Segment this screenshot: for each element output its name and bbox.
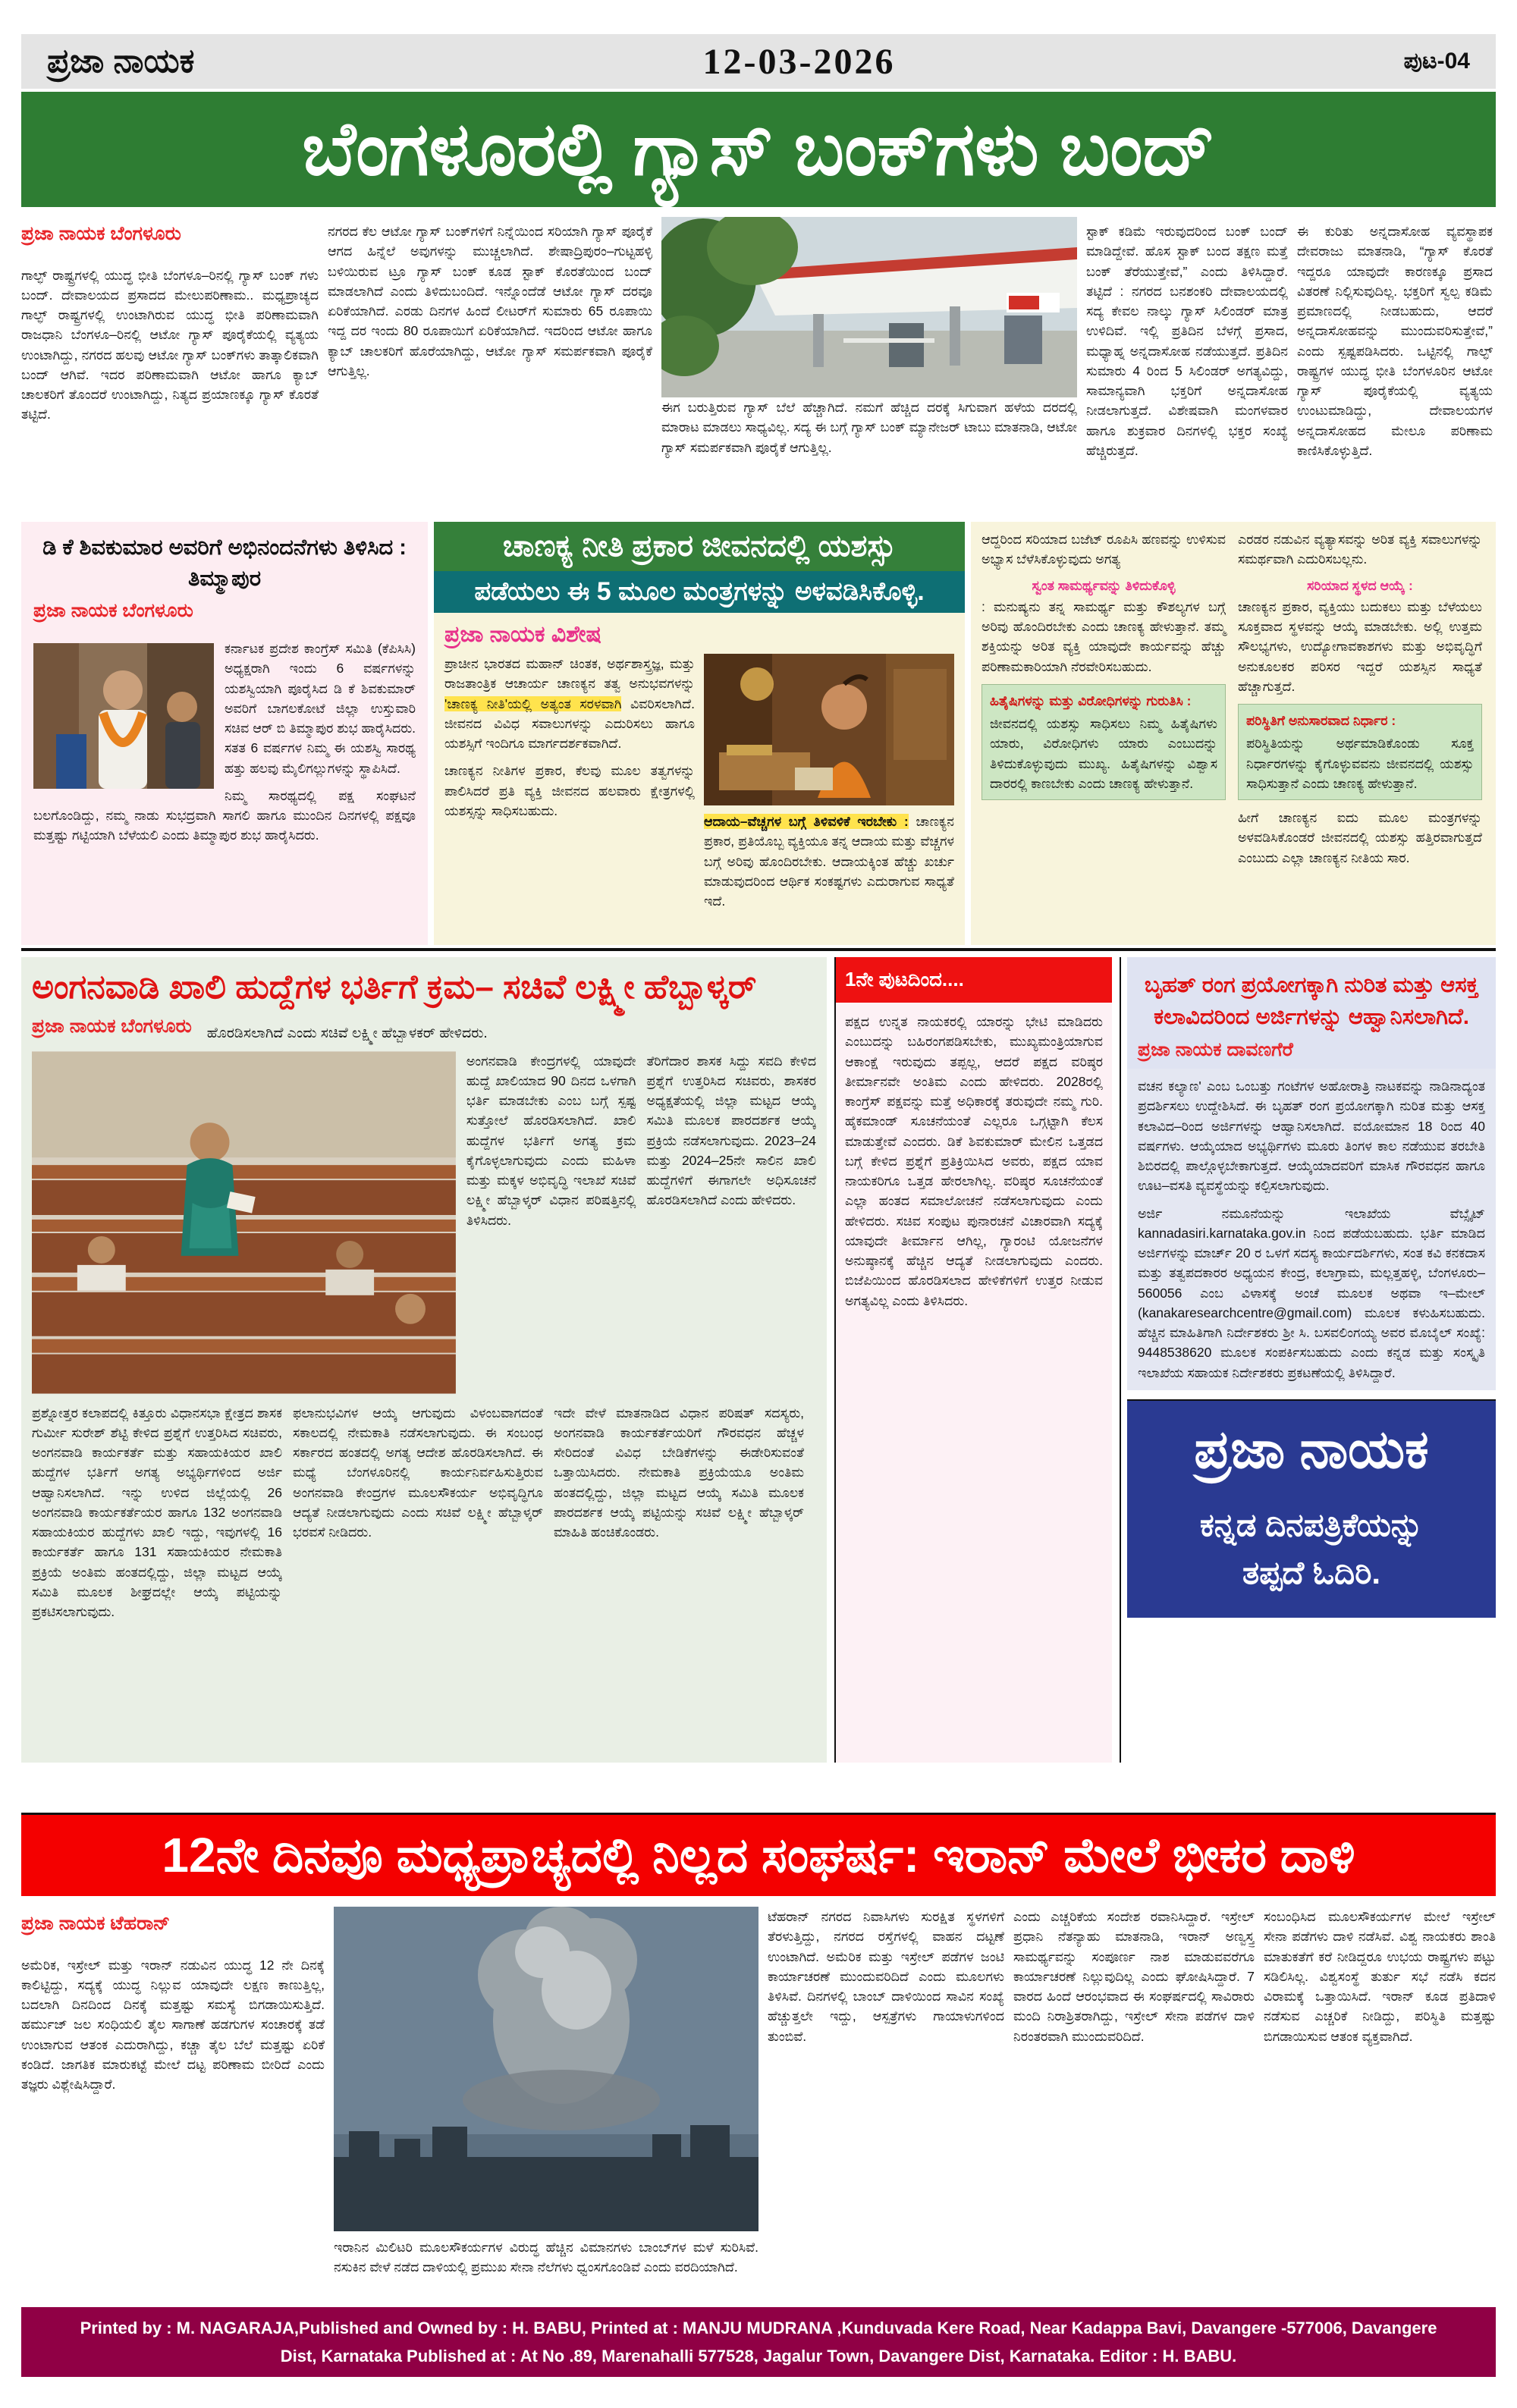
anganwadi-dateline: ಪ್ರಜಾ ನಾಯಕ ಬೆಂಗಳೂರು xyxy=(32,1016,192,1037)
anganwadi-column-a: ಅಂಗನವಾಡಿ ಕೇಂದ್ರಗಳಲ್ಲಿ ಯಾವುದೇ ಹುದ್ದೆ ಖಾಲಿಯಾದ 90 ದಿನದ ಒಳಗಾಗಿ ಭರ್ತಿ ಮಾಡಬೇಕು ಎಂಬ ಬಗ್ಗೆ ಸ್ಪಷ್ಟ ಸುತ್ತೋಲೆ ಹೊರಡಿಸಲಾಗಿದೆ. ಖಾಲಿ ಹುದ್ದೆಗಳ ಭರ್ತಿಗೆ ಅಗತ್ಯ ಕ್ರಮ ಕೈಗೊಳ್ಳಲಾಗುವುದು ಎಂದು ಮಹಿಳಾ ಮತ್ತು ಮಕ್ಕಳ ಅಭಿವೃದ್ಧಿ ಇಲಾಖೆ ಸಚಿವೆ ಲಕ್ಷ್ಮೀ ಹೆಬ್ಬಾಳ್ಕರ್ ವಿಧಾನ ಪರಿಷತ್ತಿನಲ್ಲಿ ತಿಳಿಸಿದರು. xyxy=(466,1053,636,1228)
explosion-photo xyxy=(334,1907,758,2231)
promo-paper-name: ಪ್ರಜಾ ನಾಯಕ xyxy=(1194,1419,1429,1479)
chanakya-subhead: ಸ್ವಂತ ಸಾಮರ್ಥ್ಯವನ್ನು ತಿಳಿದುಕೊಳ್ಳಿ xyxy=(1032,577,1176,593)
assembly-photo xyxy=(32,1051,456,1394)
chanakya-column-1 xyxy=(444,654,695,911)
chanakya-highlight-body: ಚಾಣಕ್ಯನ ಪ್ರಕಾರ, ಪ್ರತಿಯೊಬ್ಬ ವ್ಯಕ್ತಿಯೂ ತನ್ನ ಆದಾಯ ಮತ್ತು ವೆಚ್ಚಗಳ ಬಗ್ಗೆ ಅರಿವು ಹೊಂದಿರಬೇಕು. ಆದಾಯಕ್ಕಿಂತ ಹೆಚ್ಚು ಖರ್ಚು ಮಾಡುವುದರಿಂದ ಆರ್ಥಿಕ ಸಂಕಷ್ಟಗಳು ಎದುರಾಗುವ ಸಾಧ್ಯತೆ ಇದೆ. xyxy=(704,814,954,909)
continued-body: ಪಕ್ಷದ ಉನ್ನತ ನಾಯಕರಲ್ಲಿ ಯಾರನ್ನು ಭೇಟಿ ಮಾಡಿದರು ಎಂಬುದನ್ನು ಬಹಿರಂಗಪಡಿಸಬೇಕು, ಮುಖ್ಯಮಂತ್ರಿಯಾಗುವ ಆಕಾಂಕ್ಷೆ ಇರುವುದು ತಪ್ಪಲ್ಲ, ಆದರೆ ಪಕ್ಷದ ವರಿಷ್ಠರ ತೀರ್ಮಾನವೇ ಅಂತಿಮ ಎಂದು ಹೇಳಿದರು. 2028ರಲ್ಲಿ ಕಾಂಗ್ರೆಸ್ ಪಕ್ಷವನ್ನು ಮತ್ತೆ ಅಧಿಕಾರಕ್ಕೆ ತರುವುದೇ ನಮ್ಮ ಗುರಿ. ಹೈಕಮಾಂಡ್ ಸೂಚನೆಯಂತೆ ಎಲ್ಲರೂ ಒಗ್ಗಟ್ಟಾಗಿ ಕೆಲಸ ಮಾಡುತ್ತೇವೆ ಎಂದರು. ಡಿಕೆ ಶಿವಕುಮಾರ್ ಮೇಲಿನ ಒತ್ತಡದ ಬಗ್ಗೆ ಕೇಳಿದ ಪ್ರಶ್ನೆಗೆ ಪ್ರತಿಕ್ರಿಯಿಸಿದ ಅವರು, ಪಕ್ಷದ ಯಾವ ನಾಯಕರಿಗೂ ಒತ್ತಡ ಹೇರಲಾಗಿಲ್ಲ. ವರಿಷ್ಠರ ಸೂಚನೆಯಂತೆ ಎಲ್ಲಾ ಹಂತದ ಸಮಾಲೋಚನೆ ನಡೆಸಲಾಗುವುದು ಎಂದು ಹೇಳಿದರು. ಸಚಿವ ಸಂಪುಟ ಪುನಾರಚನೆ ವಿಚಾರವಾಗಿ ಸದ್ಯಕ್ಕೆ ಯಾವುದೇ ತೀರ್ಮಾನ ಆಗಿಲ್ಲ, ಗ್ಯಾರಂಟಿ ಯೋಜನೆಗಳ ಅನುಷ್ಠಾನಕ್ಕೆ ಹೆಚ್ಚಿನ ಆದ್ಯತೆ ನೀಡಲಾಗುವುದು ಎಂದರು. ಬಿಜೆಪಿಯಿಂದ ಹೊರಡಿಸಲಾದ ಹೇಳಿಕೆಗಳಿಗೆ ಉತ್ತರ ನೀಡುವ ಅಗತ್ಯವಿಲ್ಲ ಎಂದು ತಿಳಿಸಿದರು. xyxy=(845,1014,1103,1308)
lead-headline-banner xyxy=(21,92,1496,207)
anganwadi-column-b: ತೆರಿಗೆದಾರ ಶಾಸಕ ಸಿದ್ದು ಸವದಿ ಕೇಳಿದ ಪ್ರಶ್ನೆಗೆ ಉತ್ತರಿಸಿದ ಸಚಿವರು, ಶಾಸಕರ ಅಧ್ಯಕ್ಷತೆಯಲ್ಲಿ ಜಿಲ್ಲಾ ಮಟ್ಟದ ಆಯ್ಕೆ ಸಮಿತಿ ಮೂಲಕ ಪಾರದರ್ಶಕ ಆಯ್ಕೆ ಪ್ರಕ್ರಿಯೆ ನಡೆಸಲಾಗುವುದು. 2023–24 ಮತ್ತು 2024–25ನೇ ಸಾಲಿನ ಖಾಲಿ ಹುದ್ದೆಗಳಿಗೆ ಈಗಾಗಲೇ ಅಧಿಸೂಚನೆ ಹೊರಡಿಸಲಾಗಿದೆ ಎಂದು ಹೇಳಿದರು. xyxy=(646,1053,817,1208)
chanakya-paragraph: ಚಾಣಕ್ಯನ ಪ್ರಕಾರ, ವ್ಯಕ್ತಿಯು ಬದುಕಲು ಮತ್ತು ಬೆಳೆಯಲು ಸೂಕ್ತವಾದ ಸ್ಥಳವನ್ನು ಆಯ್ಕೆ ಮಾಡಬೇಕು. ಅಲ್ಲಿ ಉತ್ತಮ ಸೌಲಭ್ಯಗಳು, ಉದ್ಯೋಗಾವಕಾಶಗಳು ಮತ್ತು ಅಭಿವೃದ್ಧಿಗೆ ಅನುಕೂಲಕರ ಪರಿಸರ ಇದ್ದರೆ ಯಶಸ್ಸಿನ ಸಾಧ್ಯತೆ ಹೆಚ್ಚಾಗುತ್ತದೆ. xyxy=(1238,598,1482,694)
chanakya-cont-column-2 xyxy=(1238,529,1482,937)
davangere-body xyxy=(1127,1069,1496,1390)
chanakya-illustration xyxy=(704,654,954,805)
davangere-headline: ಬೃಹತ್ ರಂಗ ಪ್ರಯೋಗಕ್ಕಾಗಿ ನುರಿತ ಮತ್ತು ಆಸಕ್ತ ಕಲಾವಿದರಿಂದ ಅರ್ಜಿಗಳನ್ನು ಆಹ್ವಾನಿಸಲಾಗಿದೆ. xyxy=(1127,957,1496,1038)
lead-paragraph: ಈ ಕುರಿತು ಅನ್ನದಾಸೋಹ ವ್ಯವಸ್ಥಾಪಕ ದೇವರಾಜು ಮಾತನಾಡಿ, “ಗ್ಯಾಸ್ ಕೊರತೆ ಇದ್ದರೂ ಯಾವುದೇ ಕಾರಣಕ್ಕೂ ಪ್ರಸಾದ ವಿತರಣೆ ನಿಲ್ಲಿಸುವುದಿಲ್ಲ. ಭಕ್ತರಿಗೆ ಸ್ವಲ್ಪ ಕಡಿಮೆ ಪ್ರಮಾಣದಲ್ಲಿ ನೀಡಬಹುದು, ಆದರೆ ಅನ್ನದಾಸೋಹವನ್ನು ಮುಂದುವರಿಸುತ್ತೇವೆ,” ಎಂದು ಸ್ಪಷ್ಟಪಡಿಸಿದರು. ಒಟ್ಟಿನಲ್ಲಿ ಗಾಲ್ಫ್ ರಾಷ್ಟ್ರಗಳ ಯುದ್ಧ ಭೀತಿ ಬೆಂಗಳೂರಿನ ಆಟೋ ಗ್ಯಾಸ್ ಪೂರೈಕೆಯಲ್ಲಿ ವ್ಯತ್ಯಯ ಉಂಟುಮಾಡಿದ್ದು, ದೇವಾಲಯಗಳ ಅನ್ನದಾಸೋಹದ ಮೇಲೂ ಪರಿಣಾಮ ಕಾಣಿಸಿಕೊಳ್ಳುತ್ತಿದೆ. xyxy=(1297,224,1493,458)
page-number: ಪುಟ-04 xyxy=(1403,49,1470,74)
tip-box-body: ಜೀವನದಲ್ಲಿ ಯಶಸ್ಸು ಸಾಧಿಸಲು ನಿಮ್ಮ ಹಿತೈಷಿಗಳು ಯಾರು, ವಿರೋಧಿಗಳು ಯಾರು ಎಂಬುದನ್ನು ತಿಳಿದುಕೊಳ್ಳುವುದು ಮುಖ್ಯ. ಹಿತೈಷಿಗಳನ್ನು ವಿಶ್ವಾಸ ದಾರರಲ್ಲಿ ಕಾಣಬೇಕು ಎಂದು ಚಾಣಕ್ಯ ಹೇಳುತ್ತಾನೆ. xyxy=(990,716,1217,791)
iran-column-3: ಟೆಹರಾನ್ ನಗರದ ನಿವಾಸಿಗಳು ಸುರಕ್ಷಿತ ಸ್ಥಳಗಳಿಗೆ ತೆರಳುತ್ತಿದ್ದು, ನಗರದ ರಸ್ತೆಗಳಲ್ಲಿ ವಾಹನ ದಟ್ಟಣೆ ಉಂಟಾಗಿದೆ. ಅಮೆರಿಕ ಮತ್ತು ಇಸ್ರೇಲ್ ಪಡೆಗಳ ಜಂಟಿ ಕಾರ್ಯಾಚರಣೆ ಮುಂದುವರಿದಿದೆ ಎಂದು ಮೂಲಗಳು ತಿಳಿಸಿವೆ. ದಿನಗಳಲ್ಲಿ ಬಾಂಬ್ ದಾಳಿಯಿಂದ ಸಾವಿನ ಸಂಖ್ಯೆ ಹೆಚ್ಚುತ್ತಲೇ ಇದ್ದು, ಆಸ್ಪತ್ರೆಗಳು ಗಾಯಾಳುಗಳಿಂದ ತುಂಬಿವೆ. xyxy=(768,1909,1004,2044)
anganwadi-story xyxy=(21,957,827,1763)
dks-dateline: ಪ್ರಜಾ ನಾಯಕ ಬೆಂಗಳೂರು xyxy=(33,600,193,622)
chanakya-continuation xyxy=(971,522,1496,945)
continued-story xyxy=(834,957,1112,1763)
anganwadi-headline: ಅಂಗನವಾಡಿ ಖಾಲಿ ಹುದ್ದೆಗಳ ಭರ್ತಿಗೆ ಕ್ರಮ– ಸಚಿವೆ ಲಕ್ಷ್ಮೀ ಹೆಬ್ಬಾಳ್ಕರ್ xyxy=(32,969,757,1006)
iran-column-5: ಸಂಬಂಧಿಸಿದ ಮೂಲಸೌಕರ್ಯಗಳ ಮೇಲೆ ಇಸ್ರೇಲ್ ಸೇನಾ ಪಡೆಗಳು ದಾಳಿ ನಡೆಸಿವೆ. ವಿಶ್ವ ನಾಯಕರು ಶಾಂತಿ ಮಾತುಕತೆಗೆ ಕರೆ ನೀಡಿದ್ದರೂ ಉಭಯ ರಾಷ್ಟ್ರಗಳು ಪಟ್ಟು ಸಡಿಲಿಸಿಲ್ಲ. ವಿಶ್ವಸಂಸ್ಥೆ ತುರ್ತು ಸಭೆ ನಡೆಸಿ ಕದನ ವಿರಾಮಕ್ಕೆ ಒತ್ತಾಯಿಸಿದೆ. ಇರಾನ್ ಕೂಡ ಪ್ರತಿದಾಳಿ ನಡೆಸುವ ಎಚ್ಚರಿಕೆ ನೀಡಿದ್ದು, ಪರಿಸ್ಥಿತಿ ಮತ್ತಷ್ಟು ಬಿಗಡಾಯಿಸುವ ಆತಂಕ ವ್ಯಕ್ತವಾಗಿದೆ. xyxy=(1264,1909,1496,2044)
iran-column-4: ಎಂದು ಎಚ್ಚರಿಕೆಯ ಸಂದೇಶ ರವಾನಿಸಿದ್ದಾರೆ. ಇಸ್ರೇಲ್ ಪ್ರಧಾನಿ ನೆತನ್ಯಾಹು ಮಾತನಾಡಿ, ಇರಾನ್ ಅಣ್ವಸ್ತ್ರ ಸಾಮರ್ಥ್ಯವನ್ನು ಸಂಪೂರ್ಣ ನಾಶ ಮಾಡುವವರೆಗೂ ಕಾರ್ಯಾಚರಣೆ ನಿಲ್ಲುವುದಿಲ್ಲ ಎಂದು ಘೋಷಿಸಿದ್ದಾರೆ. 7 ವಾರದ ಹಿಂದೆ ಆರಂಭವಾದ ಈ ಸಂಘರ್ಷದಲ್ಲಿ ಸಾವಿರಾರು ಮಂದಿ ನಿರಾಶ್ರಿತರಾಗಿದ್ದು, ಇಸ್ರೇಲ್ ಸೇನಾ ಪಡೆಗಳ ದಾಳಿ ನಿರಂತರವಾಗಿ ಮುಂದುವರಿದಿದೆ. xyxy=(1013,1909,1255,2044)
lead-column-1 xyxy=(21,217,319,513)
imprint-line-1: Printed by : M. NAGARAJA,Published and Owned by : H. BABU, Printed at : MANJU MUDRANA ,Kunduvada Kere Road, Near Kadappa Bavi, Davangere -577006, Davangere xyxy=(80,2318,1437,2337)
chanakya-tip-box-2 xyxy=(1238,704,1482,800)
gas-station-photo xyxy=(661,217,1077,397)
chanakya-tip-box-1 xyxy=(981,684,1226,800)
chanakya-title-line1: ಚಾಣಕ್ಯ ನೀತಿ ಪ್ರಕಾರ ಜೀವನದಲ್ಲಿ ಯಶಸ್ಸು xyxy=(434,522,965,571)
iran-headline: 12ನೇ ದಿನವೂ ಮಧ್ಯಪ್ರಾಚ್ಯದಲ್ಲಿ ನಿಲ್ಲದ ಸಂಘರ್ಷ: ಇರಾನ್ ಮೇಲೆ ಭೀಕರ ದಾಳಿ xyxy=(162,1828,1355,1882)
chanakya-paragraph: ಎರಡರ ನಡುವಿನ ವ್ಯತ್ಯಾಸವನ್ನು ಅರಿತ ವ್ಯಕ್ತಿ ಸವಾಲುಗಳನ್ನು ಸಮರ್ಥವಾಗಿ ಎದುರಿಸಬಲ್ಲನು. xyxy=(1238,532,1482,567)
paper-name: ಪ್ರಜಾ ನಾಯಕ xyxy=(47,42,195,80)
lead-headline: ಬೆಂಗಳೂರಲ್ಲಿ ಗ್ಯಾಸ್ ಬಂಕ್‌ಗಳು ಬಂದ್ xyxy=(302,106,1215,190)
promo-line2: ಕನ್ನಡ ದಿನಪತ್ರಿಕೆಯನ್ನು xyxy=(1199,1506,1424,1543)
middle-band xyxy=(21,522,1496,951)
chanakya-cont-column-1 xyxy=(981,529,1226,937)
iran-dateline: ಪ್ರಜಾ ನಾಯಕ ಟೆಹರಾನ್ xyxy=(21,1913,171,1934)
chanakya-lead-highlight: 'ಚಾಣಕ್ಯ ನೀತಿ'ಯಲ್ಲಿ ಅತ್ಯಂತ ಸರಳವಾಗಿ xyxy=(444,695,622,711)
iran-story xyxy=(21,1907,1496,2300)
chanakya-lead: ಪ್ರಾಚೀನ ಭಾರತದ ಮಹಾನ್ ಚಿಂತಕ, ಅರ್ಥಶಾಸ್ತ್ರಜ್ಞ, ಮತ್ತು ರಾಜತಾಂತ್ರಿಕ ಆಚಾರ್ಯ ಚಾಣಕ್ಯನ ತತ್ವ ಅನುಭವಗಳನ್ನು xyxy=(444,656,695,692)
chanakya-paragraph: : ಮನುಷ್ಯನು ತನ್ನ ಸಾಮರ್ಥ್ಯ ಮತ್ತು ಕೌಶಲ್ಯಗಳ ಬಗ್ಗೆ ಅರಿವು ಹೊಂದಿರಬೇಕು ಎಂದು ಚಾಣಕ್ಯ ಹೇಳುತ್ತಾನೆ. ತಮ್ಮ ಶಕ್ತಿಯನ್ನು ಅರಿತ ವ್ಯಕ್ತಿ ಯಾವುದೇ ಕಾರ್ಯವನ್ನು ಹೆಚ್ಚು ಪರಿಣಾಮಕಾರಿಯಾಗಿ ನೆರವೇರಿಸಬಹುದು. xyxy=(981,598,1226,674)
anganwadi-column-c: ಪ್ರಶ್ನೋತ್ತರ ಕಲಾಪದಲ್ಲಿ ಕಿತ್ತೂರು ವಿಧಾನಸಭಾ ಕ್ಷೇತ್ರದ ಶಾಸಕ ಗುರ್ಮೀ ಸುರೇಶ್ ಶೆಟ್ಟಿ ಕೇಳಿದ ಪ್ರಶ್ನೆಗೆ ಉತ್ತರಿಸಿದ ಸಚಿವರು, ಅಂಗನವಾಡಿ ಕಾರ್ಯಕರ್ತೆ ಮತ್ತು ಸಹಾಯಕಿಯರ ಖಾಲಿ ಹುದ್ದೆಗಳ ಭರ್ತಿಗೆ ಅಗತ್ಯ ಅಭ್ಯರ್ಥಿಗಳಿಂದ ಅರ್ಜಿ ಆಹ್ವಾನಿಸಲಾಗಿದೆ. ಇನ್ನು ಉಳಿದ ಜಿಲ್ಲೆಯಲ್ಲಿ 26 ಅಂಗನವಾಡಿ ಕಾರ್ಯಕರ್ತೆಯರ ಹಾಗೂ 132 ಅಂಗನವಾಡಿ ಸಹಾಯಕಿಯರ ಹುದ್ದೆಗಳು ಖಾಲಿ ಇದ್ದು, ಇವುಗಳಲ್ಲಿ 16 ಕಾರ್ಯಕರ್ತೆ ಹಾಗೂ 131 ಸಹಾಯಕಿಯರ ನೇಮಕಾತಿ ಪ್ರಕ್ರಿಯೆ ಅಂತಿಮ ಹಂತದಲ್ಲಿದ್ದು, ಜಿಲ್ಲಾ ಮಟ್ಟದ ಆಯ್ಕೆ ಸಮಿತಿ ಮೂಲಕ ಶೀಘ್ರದಲ್ಲೇ ಆಯ್ಕೆ ಪಟ್ಟಿಯನ್ನು ಪ್ರಕಟಿಸಲಾಗುವುದು. xyxy=(32,1405,282,1619)
chanakya-lead: ವಿವರಿಸಲಾಗಿದೆ. ಜೀವನದ ವಿವಿಧ ಸವಾಲುಗಳನ್ನು ಎದುರಿಸಲು ಹಾಗೂ ಯಶಸ್ಸಿಗೆ ಇಂದಿಗೂ ಮಾರ್ಗದರ್ಶಕವಾಗಿದೆ. xyxy=(444,695,695,751)
imprint-footer xyxy=(21,2307,1496,2377)
iran-column-1 xyxy=(21,1907,325,2300)
iran-photo-text: ಇರಾನಿನ ಮಿಲಿಟರಿ ಮೂಲಸೌಕರ್ಯಗಳ ವಿರುದ್ಧ ಹೆಚ್ಚಿನ ವಿಮಾನಗಳು ಬಾಂಬ್‌ಗಳ ಮಳೆ ಸುರಿಸಿವೆ. ನಸುಕಿನ ವೇಳೆ ನಡೆದ ದಾಳಿಯಲ್ಲಿ ಪ್ರಮುಖ ಸೇನಾ ನೆಲೆಗಳು ಧ್ವಂಸಗೊಂಡಿವೆ ಎಂದು ವರದಿಯಾಗಿದೆ. xyxy=(334,2240,758,2275)
anganwadi-column-e: ಇದೇ ವೇಳೆ ಮಾತನಾಡಿದ ವಿಧಾನ ಪರಿಷತ್ ಸದಸ್ಯರು, ಅಂಗನವಾಡಿ ಕಾರ್ಯಕರ್ತೆಯರಿಗೆ ಗೌರವಧನ ಹೆಚ್ಚಳ ಸೇರಿದಂತೆ ವಿವಿಧ ಬೇಡಿಕೆಗಳನ್ನು ಈಡೇರಿಸುವಂತೆ ಒತ್ತಾಯಿಸಿದರು. ನೇಮಕಾತಿ ಪ್ರಕ್ರಿಯೆಯೂ ಅಂತಿಮ ಹಂತದಲ್ಲಿದ್ದು, ಜಿಲ್ಲಾ ಮಟ್ಟದ ಆಯ್ಕೆ ಸಮಿತಿ ಮೂಲಕ ಪಾರದರ್ಶಕ ಆಯ್ಕೆ ಪಟ್ಟಿಯನ್ನು ಸಚಿವೆ ಲಕ್ಷ್ಮೀ ಹೆಬ್ಬಾಳ್ಕರ್ ಮಾಹಿತಿ ಹಂಚಿಕೊಂಡರು. xyxy=(554,1405,804,1540)
chanakya-paragraph: ಆದ್ದರಿಂದ ಸರಿಯಾದ ಬಜೆಟ್ ರೂಪಿಸಿ ಹಣವನ್ನು ಉಳಿಸುವ ಅಭ್ಯಾಸ ಬೆಳೆಸಿಕೊಳ್ಳುವುದು ಅಗತ್ಯ xyxy=(981,532,1226,567)
chanakya-paragraph: ಹೀಗೆ ಚಾಣಕ್ಯನ ಐದು ಮೂಲ ಮಂತ್ರಗಳನ್ನು ಅಳವಡಿಸಿಕೊಂಡರೆ ಜೀವನದಲ್ಲಿ ಯಶಸ್ಸು ಹತ್ತಿರವಾಗುತ್ತದೆ ಎಂಬುದು ಎಲ್ಲಾ ಚಾಣಕ್ಯನ ನೀತಿಯ ಸಾರ. xyxy=(1238,810,1482,865)
chanakya-column-2 xyxy=(704,654,954,911)
special-tag: ಪ್ರಜಾ ನಾಯಕ ವಿಶೇಷ xyxy=(444,622,601,647)
chanakya-subhead: ಸರಿಯಾದ ಸ್ಥಳದ ಆಯ್ಕೆ : xyxy=(1307,577,1413,593)
lower-band xyxy=(21,957,1496,1763)
tip-box-title: ಪರಿಸ್ಥಿತಿಗೆ ಅನುಸಾರವಾದ ನಿರ್ಧಾರ : xyxy=(1246,713,1396,728)
chanakya-paragraph: ಚಾಣಕ್ಯನ ನೀತಿಗಳ ಪ್ರಕಾರ, ಕೆಲವು ಮೂಲ ತತ್ವಗಳನ್ನು ಪಾಲಿಸಿದರೆ ಪ್ರತಿ ವ್ಯಕ್ತಿ ಜೀವನದ ಹಲವಾರು ಕ್ಷೇತ್ರಗಳಲ್ಲಿ ಯಶಸ್ಸನ್ನು ಸಾಧಿಸಬಹುದು. xyxy=(444,763,695,818)
anganwadi-intro: ಹೊರಡಿಸಲಾಗಿದೆ ಎಂದು ಸಚಿವೆ ಲಕ್ಷ್ಮೀ ಹೆಬ್ಬಾಳಕರ್ ಹೇಳಿದರು. xyxy=(206,1025,488,1041)
lead-dateline: ಪ್ರಜಾ ನಾಯಕ ಬೆಂಗಳೂರು xyxy=(21,223,181,244)
anganwadi-column-d: ಫಲಾನುಭವಿಗಳ ಆಯ್ಕೆ ಆಗುವುದು ವಿಳಂಬವಾಗದಂತೆ ಸಕಾಲದಲ್ಲಿ ನೇಮಕಾತಿ ನಡೆಸಲಾಗುವುದು. ಈ ಸಂಬಂಧ ಸರ್ಕಾರದ ಹಂತದಲ್ಲಿ ಅಗತ್ಯ ಆದೇಶ ಹೊರಡಿಸಲಾಗಿದೆ. ಈ ಮಧ್ಯೆ ಬೆಂಗಳೂರಿನಲ್ಲಿ ಕಾರ್ಯನಿರ್ವಹಿಸುತ್ತಿರುವ ಅಂಗನವಾಡಿ ಕೇಂದ್ರಗಳ ಮೂಲಸೌಕರ್ಯ ಅಭಿವೃದ್ಧಿಗೂ ಆದ್ಯತೆ ನೀಡಲಾಗುವುದು ಎಂದು ಸಚಿವೆ ಲಕ್ಷ್ಮೀ ಹೆಬ್ಬಾಳ್ಕರ್ ಭರವಸೆ ನೀಡಿದರು. xyxy=(293,1405,543,1540)
lead-paragraph: ಗಾಲ್ಫ್ ರಾಷ್ಟ್ರಗಳಲ್ಲಿ ಯುದ್ಧ ಭೀತಿ ಬೆಂಗಳೂ–ರಿನಲ್ಲಿ ಗ್ಯಾಸ್ ಬಂಕ್ ಗಳು ಬಂದ್. ದೇವಾಲಯದ ಪ್ರಸಾದದ ಮೇಲುಪರಿಣಾಮ.. ಮಧ್ಯಪ್ರಾಚ್ಯದ ಗಾಲ್ಫ್ ರಾಷ್ಟ್ರಗಳಲ್ಲಿ ಉಂಟಾಗಿರುವ ಯುದ್ಧ ಭೀತಿ ಪರಿಣಾಮವಾಗಿ ರಾಜಧಾನಿ ಬೆಂಗಳೂ–ರಿನಲ್ಲಿ ಆಟೋ ಗ್ಯಾಸ್ ಪೂರೈಕೆಯಲ್ಲಿ ವ್ಯತ್ಯಯ ಉಂಟಾಗಿದ್ದು, ನಗರದ ಹಲವು ಆಟೋ ಗ್ಯಾಸ್ ಬಂಕ್‌ಗಳು ತಾತ್ಕಾಲಿಕವಾಗಿ ಬಂದ್ ಆಗಿವೆ. ಇದರ ಪರಿಣಾಮವಾಗಿ ಆಟೋ ಹಾಗೂ ಕ್ಯಾಬ್ ಚಾಲಕರಿಗೆ ತೊಂದರೆ ಉಂಟಾಗಿದ್ದು, ನಿತ್ಯದ ಪ್ರಯಾಣಕ್ಕೂ ಗ್ಯಾಸ್ ಕೊರತೆ ತಟ್ಟಿದೆ. xyxy=(21,267,319,422)
chanakya-story xyxy=(434,522,965,945)
lead-figure xyxy=(661,217,1077,513)
lead-column-2 xyxy=(328,217,652,513)
davangere-paragraph: ಅರ್ಜಿ ನಮೂನೆಯನ್ನು ಇಲಾಖೆಯ ವೆಬ್ಸೈಟ್ kannadasiri.karnataka.gov.in ನಿಂದ ಪಡೆಯಬಹುದು. ಭರ್ತಿ ಮಾಡಿದ ಅರ್ಜಿಗಳನ್ನು ಮಾರ್ಚ್ 20 ರ ಒಳಗೆ ಸದಸ್ಯ ಕಾರ್ಯದರ್ಶಿಗಳು, ಸಂತ ಕವಿ ಕನಕದಾಸ ಮತ್ತು ತತ್ವಪದಕಾರರ ಅಧ್ಯಯನ ಕೇಂದ್ರ, ಕಲಾಗ್ರಾಮ, ಮಲ್ಲತ್ತಹಳ್ಳಿ, ಬೆಂಗಳೂರು– 560056 ಎಂಬ ವಿಳಾಸಕ್ಕೆ ಅಂಚೆ ಮೂಲಕ ಅಥವಾ ಇ–ಮೇಲ್ (kanakaresearchcentre@gmail.com) ಮೂಲಕ ಕಳುಹಿಸಬಹುದು. ಹೆಚ್ಚಿನ ಮಾಹಿತಿಗಾಗಿ ನಿರ್ದೇಶಕರು ಶ್ರೀ ಸಿ. ಬಸವಲಿಂಗಯ್ಯ ಅವರ ಮೊಬೈಲ್ ಸಂಖ್ಯೆ: 9448538620 ಮೂಲಕ ಸಂಪರ್ಕಿಸಬಹುದು ಎಂದು ಕನ್ನಡ ಮತ್ತು ಸಂಸ್ಕೃತಿ ಇಲಾಖೆಯ ಸಹಾಯಕ ನಿರ್ದೇಶಕರು ಪ್ರಕಟಣೆಯಲ್ಲಿ ತಿಳಿಸಿದ್ದಾರೆ. xyxy=(1138,1205,1485,1380)
lead-paragraph: ನಗರದ ಕೆಲ ಆಟೋ ಗ್ಯಾಸ್ ಬಂಕ್‌ಗಳಿಗೆ ನಿನ್ನೆಯಿಂದ ಸರಿಯಾಗಿ ಗ್ಯಾಸ್ ಪೂರೈಕೆ ಆಗದ ಹಿನ್ನೆಲೆ ಅವುಗಳನ್ನು ಮುಚ್ಚಲಾಗಿದೆ. ಶೇಷಾದ್ರಿಪುರಂ–ಗುಟ್ಟಹಳ್ಳಿ ಬಳಿಯಿರುವ ಟ್ರೂ ಗ್ಯಾಸ್ ಬಂಕ್ ಕೂಡ ಸ್ಟಾಕ್ ಕೊರತೆಯಿಂದ ಬಂದ್ ಮಾಡಲಾಗಿದೆ ಎಂದು ತಿಳಿದುಬಂದಿದೆ. ಇನ್ನೊಂದೆಡೆ ಆಟೋ ಗ್ಯಾಸ್ ದರವೂ ಏರಿಕೆಯಾಗಿದೆ. ಎರಡು ದಿನಗಳ ಹಿಂದೆ ಲೀಟರ್‌ಗೆ ಸುಮಾರು 65 ರೂಪಾಯಿ ಇದ್ದ ದರ ಇಂದು 80 ರೂಪಾಯಿಗೆ ಏರಿಕೆಯಾಗಿದೆ. ಇದರಿಂದ ಆಟೋ ಹಾಗೂ ಕ್ಯಾಬ್ ಚಾಲಕರಿಗೆ ಹೊರೆಯಾಗಿದ್ದು, ಆಟೋ ಗ್ಯಾಸ್ ಸಮರ್ಪಕವಾಗಿ ಪೂರೈಕೆ ಆಗುತ್ತಿಲ್ಲ. xyxy=(328,224,652,378)
promo-line3: ತಪ್ಪದೆ ಓದಿರಿ. xyxy=(1242,1554,1381,1590)
continued-from-page-tag: 1ನೇ ಪುಟದಿಂದ.... xyxy=(836,957,1112,1003)
politician-garland-photo xyxy=(33,643,214,789)
lead-column-5 xyxy=(1297,217,1493,513)
davangere-story xyxy=(1120,957,1496,1763)
chanakya-title-line2: ಪಡೆಯಲು ಈ 5 ಮೂಲ ಮಂತ್ರಗಳನ್ನು ಅಳವಡಿಸಿಕೊಳ್ಳಿ. xyxy=(434,571,965,613)
iran-headline-banner xyxy=(21,1813,1496,1896)
tip-box-body: ಪರಿಸ್ಥಿತಿಯನ್ನು ಅರ್ಥಮಾಡಿಕೊಂಡು ಸೂಕ್ತ ನಿರ್ಧಾರಗಳನ್ನು ಕೈಗೊಳ್ಳುವವನು ಜೀವನದಲ್ಲಿ ಯಶಸ್ಸು ಸಾಧಿಸುತ್ತಾನೆ ಎಂದು ಚಾಣಕ್ಯ ಹೇಳುತ್ತಾನೆ. xyxy=(1246,736,1474,791)
lead-story xyxy=(21,217,1496,513)
masthead xyxy=(21,34,1496,89)
issue-date: 12-03-2026 xyxy=(702,41,896,82)
dks-story xyxy=(21,522,428,945)
davangere-dateline: ಪ್ರಜಾ ನಾಯಕ ದಾವಣಗೆರೆ xyxy=(1138,1039,1293,1061)
davangere-paragraph: ವಚನ ಕಲ್ಯಾಣ' ಎಂಬ ಒಂಬತ್ತು ಗಂಟೆಗಳ ಅಹೋರಾತ್ರಿ ನಾಟಕವನ್ನು ನಾಡಿನಾದ್ಯಂತ ಪ್ರದರ್ಶಿಸಲು ಉದ್ದೇಶಿಸಿದೆ. ಈ ಬೃಹತ್ ರಂಗ ಪ್ರಯೋಗಕ್ಕಾಗಿ ನುರಿತ ಮತ್ತು ಆಸಕ್ತ ಕಲಾವಿದ–ರಿಂದ ಅರ್ಜಿಗಳನ್ನು ಆಹ್ವಾನಿಸಲಾಗಿದೆ. ವಯೋಮಾನ 18 ರಿಂದ 40 ವರ್ಷಗಳು. ಆಯ್ಕೆಯಾದ ಅಭ್ಯರ್ಥಿಗಳು ಮೂರು ತಿಂಗಳ ಕಾಲ ನಡೆಯುವ ತರಬೇತಿ ಶಿಬಿರದಲ್ಲಿ ಪಾಲ್ಗೊಳ್ಳಬೇಕಾಗುತ್ತದೆ. ಆಯ್ಕೆಯಾದವರಿಗೆ ಮಾಸಿಕ ಗೌರವಧನ ಹಾಗೂ ಊಟ–ವಸತಿ ವ್ಯವಸ್ಥೆಯನ್ನು ಕಲ್ಪಿಸಲಾಗುವುದು. xyxy=(1138,1078,1485,1194)
tip-box-title: ಹಿತೈಷಿಗಳನ್ನು ಮತ್ತು ವಿರೋಧಿಗಳನ್ನು ಗುರುತಿಸಿ : xyxy=(990,692,1192,708)
dks-headline: ಡಿ ಕೆ ಶಿವಕುಮಾರ ಅವರಿಗೆ ಅಭಿನಂದನೆಗಳು ತಿಳಿಸಿದ : ತಿಮ್ಮಾಪುರ xyxy=(42,535,407,591)
imprint-line-2: Dist, Karnataka Published at : At No .89, Marenahalli 577528, Jagalur Town, Davangere Dist, Karnataka. Editor : H. BABU. xyxy=(280,2347,1237,2366)
dks-paragraph: ಕರ್ನಾಟಕ ಪ್ರದೇಶ ಕಾಂಗ್ರೆಸ್ ಸಮಿತಿ (ಕೆಪಿಸಿಸಿ) ಅಧ್ಯಕ್ಷರಾಗಿ ಇಂದು 6 ವರ್ಷಗಳನ್ನು ಯಶಸ್ವಿಯಾಗಿ ಪೂರೈಸಿದ ಡಿ ಕೆ ಶಿವಕುಮಾರ್ ಅವರಿಗೆ ಬಾಗಲಕೋಟೆ ಜಿಲ್ಲಾ ಉಸ್ತುವಾರಿ ಸಚಿವ ಆರ್ ಬಿ ತಿಮ್ಮಾಪುರ ಶುಭ ಹಾರೈಸಿದರು. ಸತತ 6 ವರ್ಷಗಳ ನಿಮ್ಮ ಈ ಯಶಸ್ವಿ ಸಾರಥ್ಯ ಹತ್ತು ಹಲವು ಮೈಲಿಗಲ್ಲುಗಳನ್ನು ಸ್ಥಾಪಿಸಿದೆ. xyxy=(225,641,416,776)
self-promo-ad xyxy=(1127,1399,1496,1618)
chanakya-highlight-subhead: ಆದಾಯ–ವೆಚ್ಚಗಳ ಬಗ್ಗೆ ತಿಳಿವಳಿಕೆ ಇರಬೇಕು : xyxy=(704,814,909,829)
iran-paragraph: ಅಮೆರಿಕ, ಇಸ್ರೇಲ್ ಮತ್ತು ಇರಾನ್ ನಡುವಿನ ಯುದ್ಧ 12 ನೇ ದಿನಕ್ಕೆ ಕಾಲಿಟ್ಟಿದ್ದು, ಸದ್ಯಕ್ಕೆ ಯುದ್ಧ ನಿಲ್ಲುವ ಯಾವುದೇ ಲಕ್ಷಣ ಕಾಣುತ್ತಿಲ್ಲ, ಬದಲಾಗಿ ದಿನದಿಂದ ದಿನಕ್ಕೆ ಮತ್ತಷ್ಟು ಸಮಸ್ಯೆ ಬಿಗಡಾಯಿಸುತ್ತಿದೆ. ಹರ್ಮುಜ್ ಜಲ ಸಂಧಿಯಲಿ ತೈಲ ಸಾಗಾಣೆ ಹಡಗುಗಳ ಸಂಚಾರಕ್ಕೆ ತಡೆ ಉಂಟಾಗುವ ಆತಂಕ ಎದುರಾಗಿದ್ದು, ಕಚ್ಚಾ ತೈಲ ಬೆಲೆ ಮತ್ತಷ್ಟು ಏರಿಕೆ ಕಂಡಿದೆ. ಜಾಗತಿಕ ಮಾರುಕಟ್ಟೆ ಮೇಲೆ ದಟ್ಟ ಪರಿಣಾಮ ಬೀರಿದೆ ಎಂದು ತಜ್ಞರು ವಿಶ್ಲೇಷಿಸಿದ್ದಾರೆ. xyxy=(21,1957,325,2092)
lead-photo-text: ಈಗ ಬರುತ್ತಿರುವ ಗ್ಯಾಸ್ ಬೆಲೆ ಹೆಚ್ಚಾಗಿದೆ. ನಮಗೆ ಹೆಚ್ಚಿದ ದರಕ್ಕೆ ಸಿಗುವಾಗ ಹಳೆಯ ದರದಲ್ಲಿ ಮಾರಾಟ ಮಾಡಲು ಸಾಧ್ಯವಿಲ್ಲ. ಸದ್ಯ ಈ ಬಗ್ಗೆ ಗ್ಯಾಸ್ ಬಂಕ್ ಮ್ಯಾನೇಜರ್ ಟಾಬು ಮಾತನಾಡಿ, ಆಟೋ ಗ್ಯಾಸ್ ಸಮರ್ಪಕವಾಗಿ ಪೂರೈಕೆ ಆಗುತ್ತಿಲ್ಲ. xyxy=(661,400,1077,455)
dks-paragraph: ನಿಮ್ಮ ಸಾರಥ್ಯದಲ್ಲಿ ಪಕ್ಷ ಸಂಘಟನೆ ಬಲಗೊಂಡಿದ್ದು, ನಮ್ಮ ನಾಡು ಸುಭದ್ರವಾಗಿ ಸಾಗಲಿ ಹಾಗೂ ಮುಂದಿನ ದಿನಗಳಲ್ಲಿ ಪಕ್ಷವೂ ಮತ್ತಷ್ಟು ಗಟ್ಟಿಯಾಗಿ ಬೆಳೆಯಲಿ ಎಂದು ತಿಮ್ಮಾಪುರ ಶುಭ ಹಾರೈಸಿದರು. xyxy=(33,787,416,843)
lead-column-4 xyxy=(1086,217,1288,513)
lead-paragraph: ಸ್ಟಾಕ್ ಕಡಿಮೆ ಇರುವುದರಿಂದ ಬಂಕ್ ಬಂದ್ ಮಾಡಿದ್ದೇವೆ. ಹೊಸ ಸ್ಟಾಕ್ ಬಂದ ತಕ್ಷಣ ಮತ್ತೆ ಬಂಕ್ ತೆರೆಯುತ್ತೇವೆ,” ಎಂದು ತಿಳಿಸಿದ್ದಾರೆ. ತಟ್ಟಿದೆ : ನಗರದ ಬನಶಂಕರಿ ದೇವಾಲಯದಲ್ಲಿ ಸದ್ಯ ಕೇವಲ ನಾಲ್ಕು ಗ್ಯಾಸ್ ಸಿಲಿಂಡರ್ ಮಾತ್ರ ಉಳಿದಿವೆ. ಇಲ್ಲಿ ಪ್ರತಿದಿನ ಬೆಳಗ್ಗೆ ಪ್ರಸಾದ, ಮಧ್ಯಾಹ್ನ ಅನ್ನದಾಸೋಹ ನಡೆಯುತ್ತದೆ. ಪ್ರತಿದಿನ ಸುಮಾರು 4 ರಿಂದ 5 ಸಿಲಿಂಡರ್ ಅಗತ್ಯವಿದ್ದು, ಸಾಮಾನ್ಯವಾಗಿ ಭಕ್ತರಿಗೆ ಅನ್ನದಾಸೋಹ ನೀಡಲಾಗುತ್ತದೆ. ವಿಶೇಷವಾಗಿ ಮಂಗಳವಾರ ಹಾಗೂ ಶುಕ್ರವಾರ ದಿನಗಳಲ್ಲಿ ಭಕ್ತರ ಸಂಖ್ಯೆ ಹೆಚ್ಚಿರುತ್ತದೆ. xyxy=(1086,224,1288,458)
iran-figure xyxy=(334,1907,758,2300)
